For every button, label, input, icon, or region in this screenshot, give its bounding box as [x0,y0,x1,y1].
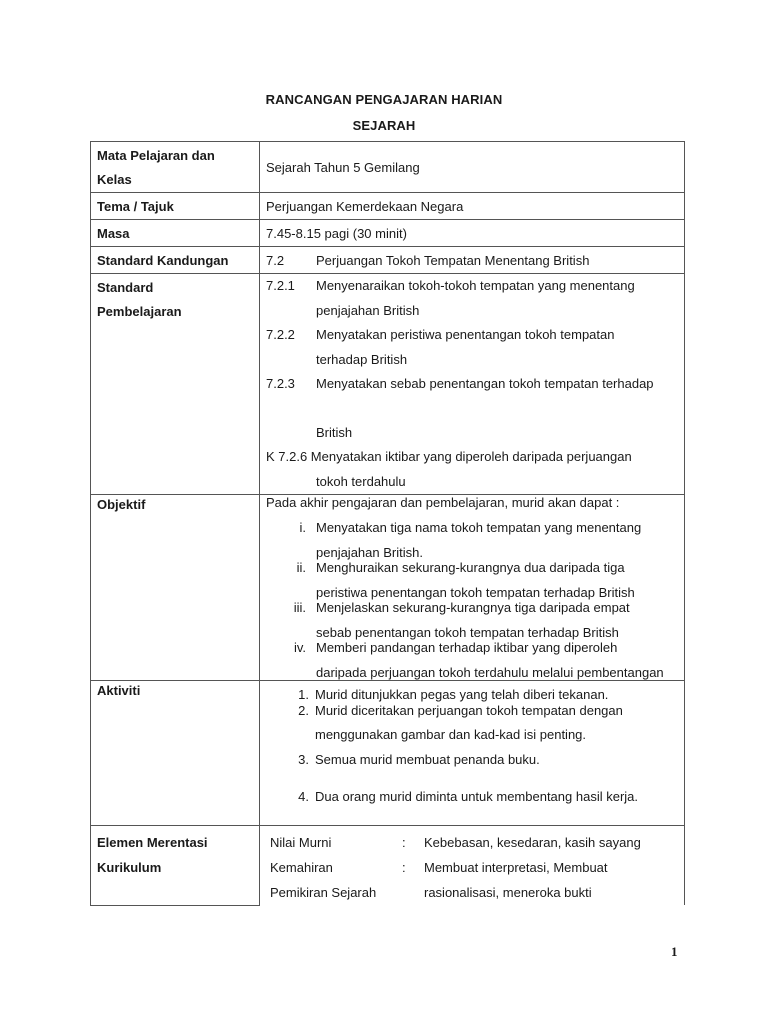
row-masa [91,220,685,247]
objektif-item [266,520,684,560]
value-text: Sejarah Tahun 5 Gemilang [266,159,420,175]
row-elemen-merentasi [91,826,685,906]
value-tema: Perjuangan Kemerdekaan Negara [260,193,685,220]
objektif-line: Memberi pandangan terhadap iktibar yang diperoleh [316,640,618,655]
elemen-value: Membuat interpretasi, Membuat [424,860,608,875]
sp-code: 7.2.1 [266,278,295,293]
objektif-item [266,600,684,640]
aktiviti-num: 2. [298,703,309,718]
objektif-line: peristiwa penentangan tokoh tempatan terhadap British [316,585,635,600]
row-standard-pembelajaran [91,274,685,495]
objektif-line: Menyatakan tiga nama tokoh tempatan yang menentang [316,520,642,535]
standard-code: 7.2 [266,252,285,268]
elemen-colon [402,880,424,905]
elemen-colon: : [402,835,406,850]
sp-text-cont: British [316,424,353,440]
label-line: Elemen Merentasi [97,835,208,850]
sp-k-text-cont: tokoh terdahulu [316,473,406,489]
objektif-num: i. [299,520,306,535]
sp-k-text: K 7.2.6 Menyatakan iktibar yang diperoleh daripada perjuangan [266,449,632,464]
objektif-text [316,520,684,560]
row-objektif [91,495,685,681]
sp-item [266,274,684,299]
objektif-line: Menjelaskan sekurang-kurangnya tiga daripada empat [316,600,630,615]
elemen-value: Kebebasan, kesedaran, kasih sayang [424,835,641,850]
label-objektif: Objektif [91,495,260,681]
elemen-key: Kemahiran [270,860,333,875]
aktiviti-text: Dua orang murid diminta untuk membentang hasil kerja. [315,789,639,804]
label-mata-pelajaran [91,142,260,193]
aktiviti-item [266,703,684,743]
objektif-item [266,560,684,600]
elemen-value: rasionalisasi, meneroka bukti [424,885,592,900]
objektif-num: iii. [293,600,306,615]
objektif-line: sebab penentangan tokoh tempatan terhadap British [316,625,619,640]
value-elemen-merentasi [260,826,685,906]
value-standard-pembelajaran [260,274,685,495]
aktiviti-item [266,687,684,703]
label-line: Mata Pelajaran dan [97,148,215,163]
objektif-text [316,600,684,640]
sp-code: 7.2.2 [266,327,295,342]
sp-item [266,372,684,397]
objektif-line: penjajahan British. [316,545,423,560]
aktiviti-line: menggunakan gambar dan kad-kad isi penting. [315,727,587,742]
sp-text: Menyenaraikan tokoh-tokoh tempatan yang menentang [316,278,635,293]
aktiviti-item [266,752,684,768]
row-aktiviti [91,681,685,826]
objektif-item [266,640,684,680]
value-mata-pelajaran [260,142,685,193]
label-masa: Masa [91,220,260,247]
value-standard-kandungan [260,247,685,274]
row-mata-pelajaran [91,142,685,193]
elemen-item [266,830,684,855]
label-line: Standard [97,280,154,295]
objektif-text [316,560,684,600]
objektif-num: ii. [296,560,306,575]
aktiviti-text: Murid ditunjukkan pegas yang telah diberi tekanan. [315,687,609,702]
sp-text: Menyatakan sebab penentangan tokoh tempatan terhadap [316,376,654,391]
document-subject: SEJARAH [352,118,416,133]
aktiviti-num: 4. [298,789,309,804]
aktiviti-num: 1. [298,687,309,702]
lesson-plan-table [90,141,685,906]
label-line: Kelas [97,172,132,187]
elemen-colon: : [402,860,406,875]
label-tema: Tema / Tajuk [91,193,260,220]
document-title: RANCANGAN PENGAJARAN HARIAN [265,92,503,107]
label-line: Pembelajaran [97,304,182,319]
page-number: 1 [671,944,678,959]
value-objektif [260,495,685,681]
objektif-line: Menghuraikan sekurang-kurangnya dua daripada tiga [316,560,625,575]
label-line: Kurikulum [97,860,162,875]
elemen-item [266,880,684,905]
sp-text-cont: penjajahan British [316,302,420,318]
value-aktiviti [260,681,685,826]
objektif-intro: Pada akhir pengajaran dan pembelajaran, murid akan dapat : [266,495,620,510]
standard-text: Perjuangan Tokoh Tempatan Menentang British [316,252,590,268]
aktiviti-line: Murid diceritakan perjuangan tokoh tempatan dengan [315,703,623,718]
row-standard-kandungan [91,247,685,274]
aktiviti-num: 3. [298,752,309,767]
elemen-item [266,855,684,880]
sp-text-cont: terhadap British [316,351,408,367]
value-masa: 7.45-8.15 pagi (30 minit) [260,220,685,247]
aktiviti-item [266,789,684,805]
sp-code: 7.2.3 [266,376,295,391]
elemen-key: Pemikiran Sejarah [270,885,377,900]
sp-text: Menyatakan peristiwa penentangan tokoh tempatan [316,327,615,342]
aktiviti-text: Semua murid membuat penanda buku. [315,752,540,767]
objektif-text [316,640,684,680]
sp-item [266,323,684,348]
label-aktiviti: Aktiviti [91,681,260,826]
label-standard-kandungan: Standard Kandungan [91,247,260,274]
label-standard-pembelajaran [91,274,260,495]
elemen-key: Nilai Murni [270,835,332,850]
objektif-line: daripada perjuangan tokoh terdahulu melalui pembentangan [316,665,664,680]
aktiviti-text [315,703,623,743]
label-elemen-merentasi [91,826,260,906]
objektif-num: iv. [293,640,306,655]
row-tema [91,193,685,220]
